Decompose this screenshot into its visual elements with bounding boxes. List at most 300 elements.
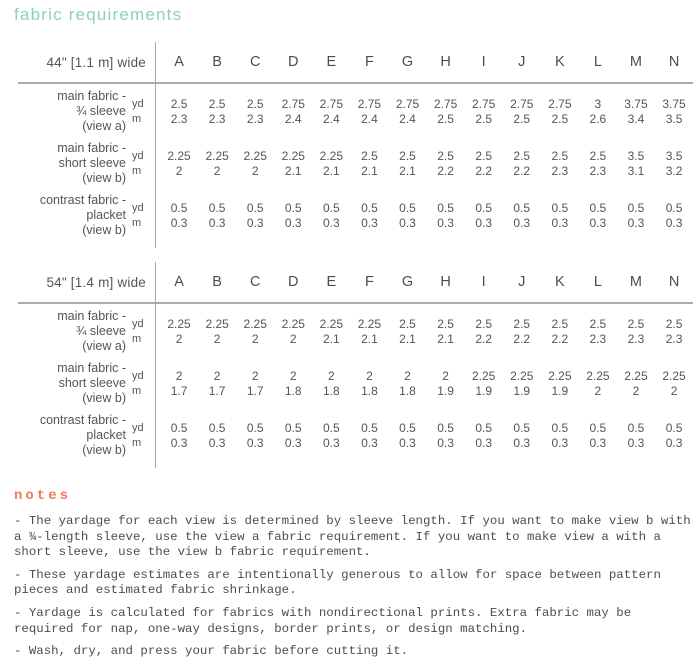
m-value: 0.3	[170, 215, 188, 230]
row-label-line: placket	[86, 428, 126, 443]
m-value: 2.1	[437, 331, 454, 346]
yd-value: 2.75	[357, 97, 382, 112]
m-value: 2	[175, 331, 183, 346]
note-item: - These yardage estimates are intentionally generous to allow for space between pattern pieces and estimated fabric shrinkage.	[14, 567, 661, 598]
m-value: 2	[289, 331, 297, 346]
yd-value: 2.25	[471, 369, 496, 384]
yd-value: 0.5	[513, 421, 531, 436]
yd-value: 2.5	[551, 317, 569, 332]
m-value: 0.3	[284, 215, 302, 230]
m-value: 0.3	[284, 435, 302, 450]
yd-value: 0.5	[284, 201, 302, 216]
table-width-label: 54" [1.4 m] wide	[46, 274, 146, 290]
m-value: 2.2	[513, 163, 531, 178]
value-cell	[236, 201, 274, 230]
yd-value: 0.5	[475, 421, 492, 436]
yd-value: 0.5	[246, 421, 264, 436]
size-column-headers	[160, 54, 693, 70]
yd-value: 0.5	[589, 421, 607, 436]
fabric-table-54in	[0, 262, 693, 462]
size-column-header: K	[554, 274, 565, 290]
yd-value: 2.25	[243, 149, 267, 164]
value-cell	[198, 149, 236, 178]
column-divider-line	[155, 42, 156, 248]
value-cell	[350, 149, 388, 178]
value-cell	[274, 97, 312, 126]
size-column-header: A	[174, 54, 184, 70]
value-cell	[198, 317, 236, 346]
size-column-header: I	[481, 274, 486, 290]
row-label-line: (view b)	[82, 223, 126, 238]
value-cell	[655, 97, 693, 126]
value-cell	[160, 201, 198, 230]
m-value: 0.3	[475, 215, 492, 230]
value-cell	[160, 97, 198, 126]
row-label-line: (view b)	[82, 171, 126, 186]
yd-value: 2	[289, 369, 297, 384]
yd-value: 2.75	[548, 97, 572, 112]
value-cell	[350, 317, 388, 346]
yd-value: 2.25	[548, 369, 572, 384]
size-column-header: D	[288, 274, 299, 290]
size-column-header: N	[668, 274, 680, 290]
yd-value: 3.75	[624, 97, 648, 112]
table-body	[0, 84, 693, 242]
yd-value: 0.5	[170, 421, 188, 436]
size-column-header: J	[518, 54, 526, 70]
value-cell	[541, 201, 579, 230]
m-value: 0.3	[589, 215, 607, 230]
yd-value: 2.5	[246, 97, 264, 112]
row-label-line: (view a)	[82, 119, 126, 134]
size-column-headers	[160, 274, 693, 290]
m-value: 2.1	[284, 163, 302, 178]
m-value: 2.1	[323, 331, 340, 346]
yd-value: 2	[328, 369, 335, 384]
yd-value: 0.5	[665, 421, 683, 436]
m-value: 0.3	[437, 435, 454, 450]
m-value: 2.5	[437, 111, 454, 126]
unit-label: yd	[132, 150, 144, 163]
m-value: 0.3	[627, 215, 645, 230]
row-values	[160, 97, 693, 126]
unit-label: yd	[132, 370, 144, 383]
m-value: 2.1	[399, 163, 416, 178]
value-cell	[541, 317, 579, 346]
yd-value: 2.5	[513, 317, 531, 332]
m-value: 1.8	[399, 383, 416, 398]
value-cell	[198, 369, 236, 398]
yd-value: 2	[213, 369, 221, 384]
value-cell	[198, 421, 236, 450]
value-cell	[236, 149, 274, 178]
m-value: 2.6	[589, 111, 607, 126]
row-label-line: main fabric -	[57, 88, 126, 103]
yd-value: 2	[442, 369, 449, 384]
yd-value: 2.75	[433, 97, 458, 112]
row-label-line: main fabric -	[57, 308, 126, 323]
yd-value: 2.25	[281, 317, 305, 332]
size-column-header: F	[365, 274, 374, 290]
row-label-line: main fabric -	[57, 360, 126, 375]
m-value: 3.5	[665, 111, 683, 126]
value-cell	[160, 317, 198, 346]
m-value: 2.3	[589, 331, 607, 346]
yd-value: 2.75	[319, 97, 344, 112]
table-header-row	[0, 42, 693, 82]
yd-value: 2.25	[586, 369, 610, 384]
value-cell	[160, 421, 198, 450]
note-item: - The yardage for each view is determined by sleeve length. If you want to make view b with a ¾-length sleeve, use the view a fabric requirement. If you want to make view a with a short sleeve, use the view b fabric requirement.	[14, 514, 691, 560]
m-value: 0.3	[399, 435, 416, 450]
page-title: fabric requirements	[14, 5, 183, 24]
yd-value: 0.5	[513, 201, 531, 216]
m-value: 0.3	[323, 435, 340, 450]
value-cell	[274, 149, 312, 178]
row-label-line: short sleeve	[58, 156, 126, 171]
m-value: 2.5	[475, 111, 492, 126]
yd-value: 3	[594, 97, 602, 112]
yd-value: 3.5	[665, 149, 683, 164]
value-cell	[274, 421, 312, 450]
value-cell	[274, 369, 312, 398]
m-value: 2.2	[475, 163, 492, 178]
table-row	[0, 358, 693, 410]
m-value: 2	[632, 383, 640, 398]
row-label-line: contrast fabric -	[39, 192, 126, 207]
value-cell	[312, 317, 350, 346]
m-value: 2.2	[475, 331, 492, 346]
yd-value: 0.5	[589, 201, 607, 216]
m-value: 2.4	[361, 111, 378, 126]
value-cell	[655, 149, 693, 178]
size-column-header: B	[212, 54, 222, 70]
value-cell	[236, 369, 274, 398]
yd-value: 2.25	[167, 317, 191, 332]
yd-value: 2.5	[170, 97, 188, 112]
value-cell	[160, 149, 198, 178]
value-cell	[274, 201, 312, 230]
m-value: 2.3	[208, 111, 226, 126]
yd-value: 2	[366, 369, 373, 384]
yd-value: 0.5	[361, 201, 378, 216]
yd-value: 0.5	[208, 201, 226, 216]
size-column-header: K	[554, 54, 565, 70]
row-label	[0, 141, 126, 187]
row-label-line: (view b)	[82, 443, 126, 458]
unit-label: m	[132, 384, 142, 397]
yd-value: 2.5	[208, 97, 226, 112]
size-column-header: E	[326, 274, 337, 290]
table-row	[0, 306, 693, 358]
yd-value: 0.5	[323, 421, 340, 436]
value-cell	[465, 369, 503, 398]
note-item: - Yardage is calculated for fabrics with nondirectional prints. Extra fabric may be required for nap, one-way designs, border prints, or design matching.	[14, 605, 632, 636]
value-cell	[427, 317, 465, 346]
m-value: 2.3	[551, 163, 569, 178]
row-label	[0, 309, 126, 355]
value-cell	[579, 421, 617, 450]
yd-value: 2.25	[167, 149, 191, 164]
m-value: 2	[251, 331, 259, 346]
yd-value: 2.25	[624, 369, 648, 384]
value-cell	[503, 369, 541, 398]
m-value: 1.8	[284, 383, 302, 398]
value-cell	[465, 317, 503, 346]
size-column-header: C	[249, 274, 261, 290]
m-value: 3.4	[627, 111, 645, 126]
value-cell	[350, 421, 388, 450]
row-label-line: contrast fabric -	[39, 412, 126, 427]
value-cell	[617, 421, 655, 450]
yd-value: 2.5	[399, 317, 416, 332]
yd-value: 2.25	[205, 317, 229, 332]
m-value: 0.3	[246, 215, 264, 230]
yd-value: 2.5	[399, 149, 416, 164]
value-cell	[541, 421, 579, 450]
value-cell	[617, 201, 655, 230]
row-values	[160, 201, 693, 230]
yd-value: 2.5	[475, 317, 492, 332]
yd-value: 2.5	[589, 317, 607, 332]
value-cell	[312, 201, 350, 230]
yd-value: 0.5	[399, 421, 416, 436]
value-cell	[617, 317, 655, 346]
value-cell	[655, 421, 693, 450]
row-label-line: ¾ sleeve	[75, 324, 126, 339]
yd-value: 2.25	[319, 317, 344, 332]
m-value: 0.3	[361, 215, 378, 230]
m-value: 1.9	[475, 383, 492, 398]
m-value: 1.9	[551, 383, 569, 398]
m-value: 0.3	[665, 435, 683, 450]
yd-value: 2.25	[662, 369, 686, 384]
value-cell	[388, 201, 426, 230]
yd-value: 2.5	[475, 149, 492, 164]
value-cell	[160, 369, 198, 398]
yd-value: 2.5	[551, 149, 569, 164]
unit-label: m	[132, 436, 142, 449]
size-column-header: C	[249, 54, 261, 70]
yd-value: 2.75	[471, 97, 496, 112]
table-body	[0, 304, 693, 462]
yd-value: 2	[251, 369, 259, 384]
value-cell	[465, 201, 503, 230]
m-value: 2	[670, 383, 678, 398]
value-cell	[655, 369, 693, 398]
yd-value: 2.5	[361, 149, 378, 164]
row-values	[160, 149, 693, 178]
value-cell	[579, 201, 617, 230]
value-cell	[655, 317, 693, 346]
size-column-header: F	[365, 54, 374, 70]
m-value: 0.3	[246, 435, 264, 450]
m-value: 2.4	[284, 111, 302, 126]
yd-value: 2	[175, 369, 183, 384]
unit-label: m	[132, 332, 142, 345]
yd-value: 0.5	[437, 421, 454, 436]
yd-value: 2.25	[205, 149, 229, 164]
unit-label: yd	[132, 318, 144, 331]
m-value: 2.3	[589, 163, 607, 178]
yd-value: 2.75	[510, 97, 534, 112]
value-cell	[427, 201, 465, 230]
yd-value: 0.5	[399, 201, 416, 216]
yd-value: 0.5	[208, 421, 226, 436]
m-value: 1.8	[361, 383, 378, 398]
value-cell	[312, 369, 350, 398]
note-item: - Wash, dry, and press your fabric before cutting it.	[14, 644, 409, 659]
m-value: 0.3	[208, 435, 226, 450]
value-cell	[465, 97, 503, 126]
m-value: 0.3	[589, 435, 607, 450]
size-column-header: A	[174, 274, 184, 290]
row-label	[0, 413, 126, 459]
value-cell	[465, 421, 503, 450]
row-label	[0, 193, 126, 239]
table-row	[0, 86, 693, 138]
yd-value: 2.5	[627, 317, 645, 332]
yd-value: 0.5	[665, 201, 683, 216]
value-cell	[427, 369, 465, 398]
yd-value: 2.75	[395, 97, 420, 112]
row-label	[0, 89, 126, 135]
m-value: 2.1	[323, 163, 340, 178]
unit-label: yd	[132, 98, 144, 111]
value-cell	[274, 317, 312, 346]
value-cell	[541, 149, 579, 178]
m-value: 0.3	[627, 435, 645, 450]
yd-value: 0.5	[170, 201, 188, 216]
m-value: 1.9	[513, 383, 531, 398]
yd-value: 2	[404, 369, 411, 384]
m-value: 2	[251, 163, 259, 178]
value-cell	[350, 369, 388, 398]
value-cell	[579, 369, 617, 398]
value-cell	[350, 201, 388, 230]
yd-value: 0.5	[551, 421, 569, 436]
table-header-row	[0, 262, 693, 302]
unit-label: m	[132, 112, 142, 125]
m-value: 0.3	[399, 215, 416, 230]
yd-value: 2.5	[513, 149, 531, 164]
row-values	[160, 317, 693, 346]
yd-value: 0.5	[323, 201, 340, 216]
m-value: 1.8	[323, 383, 340, 398]
m-value: 2.3	[170, 111, 188, 126]
value-cell	[388, 97, 426, 126]
value-cell	[312, 421, 350, 450]
value-cell	[503, 317, 541, 346]
size-column-header: H	[440, 54, 451, 70]
m-value: 2.4	[399, 111, 416, 126]
m-value: 3.1	[627, 163, 645, 178]
yd-value: 0.5	[627, 201, 645, 216]
m-value: 1.9	[437, 383, 454, 398]
yd-value: 2.5	[437, 317, 454, 332]
value-cell	[465, 149, 503, 178]
value-cell	[427, 149, 465, 178]
value-cell	[236, 97, 274, 126]
value-cell	[388, 421, 426, 450]
m-value: 2	[175, 163, 183, 178]
row-label	[0, 361, 126, 407]
value-cell	[198, 97, 236, 126]
table-row	[0, 138, 693, 190]
value-cell	[312, 97, 350, 126]
value-cell	[655, 201, 693, 230]
m-value: 2.1	[361, 331, 378, 346]
m-value: 0.3	[323, 215, 340, 230]
size-column-header: L	[593, 54, 602, 70]
m-value: 1.7	[170, 383, 188, 398]
m-value: 0.3	[170, 435, 188, 450]
value-cell	[617, 369, 655, 398]
m-value: 2.3	[665, 331, 683, 346]
value-cell	[388, 317, 426, 346]
m-value: 0.3	[208, 215, 226, 230]
m-value: 2.3	[246, 111, 264, 126]
value-cell	[427, 421, 465, 450]
m-value: 2	[594, 383, 602, 398]
value-cell	[427, 97, 465, 126]
value-cell	[579, 97, 617, 126]
yd-value: 0.5	[475, 201, 492, 216]
m-value: 0.3	[513, 435, 531, 450]
row-label-line: placket	[86, 208, 126, 223]
m-value: 2	[213, 331, 221, 346]
size-column-header: D	[288, 54, 299, 70]
size-column-header: J	[518, 274, 526, 290]
value-cell	[236, 421, 274, 450]
column-divider-line	[155, 262, 156, 468]
yd-value: 0.5	[246, 201, 264, 216]
m-value: 0.3	[513, 215, 531, 230]
size-column-header: M	[629, 54, 643, 70]
row-values	[160, 369, 693, 398]
row-label-line: (view b)	[82, 391, 126, 406]
size-column-header: H	[440, 274, 451, 290]
m-value: 1.7	[208, 383, 226, 398]
notes-heading: notes	[14, 488, 72, 504]
value-cell	[388, 369, 426, 398]
unit-label: m	[132, 164, 142, 177]
yd-value: 2.25	[510, 369, 534, 384]
size-column-header: B	[212, 274, 222, 290]
value-cell	[579, 317, 617, 346]
table-width-label: 44" [1.1 m] wide	[46, 54, 146, 70]
value-cell	[541, 97, 579, 126]
row-label-line: (view a)	[82, 339, 126, 354]
m-value: 2.4	[323, 111, 340, 126]
m-value: 3.2	[665, 163, 683, 178]
size-column-header: G	[401, 274, 414, 290]
table-row	[0, 410, 693, 462]
value-cell	[617, 149, 655, 178]
yd-value: 0.5	[437, 201, 454, 216]
value-cell	[541, 369, 579, 398]
notes-list	[14, 514, 692, 660]
m-value: 0.3	[475, 435, 492, 450]
row-label-line: short sleeve	[58, 376, 126, 391]
m-value: 0.3	[551, 215, 569, 230]
notes-section	[14, 488, 692, 667]
unit-label: yd	[132, 202, 144, 215]
size-column-header: I	[481, 54, 486, 70]
value-cell	[503, 97, 541, 126]
unit-label: yd	[132, 422, 144, 435]
value-cell	[350, 97, 388, 126]
